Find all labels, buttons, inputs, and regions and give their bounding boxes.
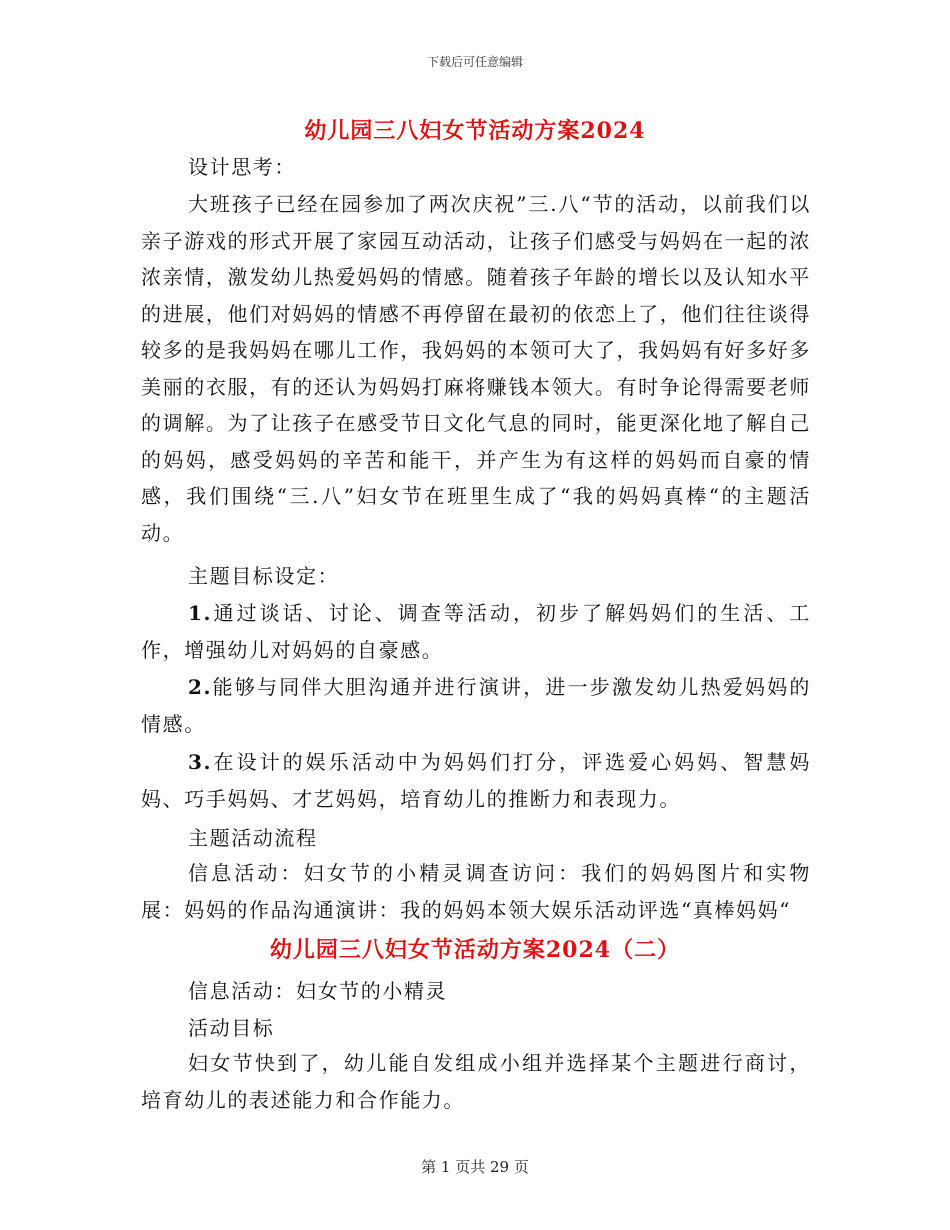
section-2-title: 幼儿园三八妇女节活动方案2024（二）	[269, 937, 681, 963]
goal-item-2	[141, 669, 811, 742]
design-heading: 设计思考：	[188, 155, 296, 179]
goal-item-3	[141, 744, 811, 817]
flow-heading: 主题活动流程	[188, 826, 318, 850]
target-heading: 活动目标	[188, 1016, 275, 1040]
goal-number: 2.	[188, 675, 213, 699]
goal-text: 在设计的娱乐活动中为妈妈们打分，评选爱心妈妈、智慧妈妈、巧手妈妈、才艺妈妈，培育幼儿的推断力和表现力。	[141, 750, 811, 811]
header-note: 下载后可任意编辑	[426, 55, 523, 69]
target-paragraph: 妇女节快到了，幼儿能自发组成小组并选择某个主题进行商讨，培育幼儿的表述能力和合作能力。	[141, 1051, 811, 1112]
goal-item-1	[141, 595, 811, 668]
goals-heading: 主题目标设定：	[188, 564, 340, 588]
goal-number: 3.	[188, 750, 213, 774]
flow-paragraph: 信息活动：妇女节的小精灵调查访问：我们的妈妈图片和实物展：妈妈的作品沟通演讲：我的妈妈本领大娱乐活动评选“真棒妈妈“	[141, 861, 811, 922]
goal-text: 通过谈话、讨论、调查等活动，初步了解妈妈们的生活、工作，增强幼儿对妈妈的自豪感。	[141, 601, 811, 662]
page-number: 第 1 页共 29 页	[421, 1158, 529, 1176]
document-title: 幼儿园三八妇女节活动方案2024	[304, 118, 646, 144]
info-activity-line: 信息活动：妇女节的小精灵	[188, 979, 448, 1003]
design-paragraph: 大班孩子已经在园参加了两次庆祝”三.八“节的活动，以前我们以亲子游戏的形式开展了家园互动活动，让孩子们感受与妈妈在一起的浓浓亲情，激发幼儿热爱妈妈的情感。随着孩子年龄的增长以及认知水平的进展，他们对妈妈的情感不再停留在最初的依恋上了，他们往往谈得较多的是我妈妈在哪儿工作，我妈妈的本领可大了，我妈妈有好多好多美丽的衣服，有的还认为妈妈打麻将赚钱本领大。有时争论得需要老师的调解。为了让孩子在感受节日文化气息的同时，能更深化地了解自己的妈妈，感受妈妈的辛苦和能干，并产生为有这样的妈妈而自豪的情感，我们围绕“三.八”妇女节在班里生成了“我的妈妈真棒“的主题活动。	[141, 192, 811, 545]
goal-number: 1.	[188, 601, 213, 625]
goal-text: 能够与同伴大胆沟通并进行演讲，进一步激发幼儿热爱妈妈的情感。	[141, 675, 811, 736]
